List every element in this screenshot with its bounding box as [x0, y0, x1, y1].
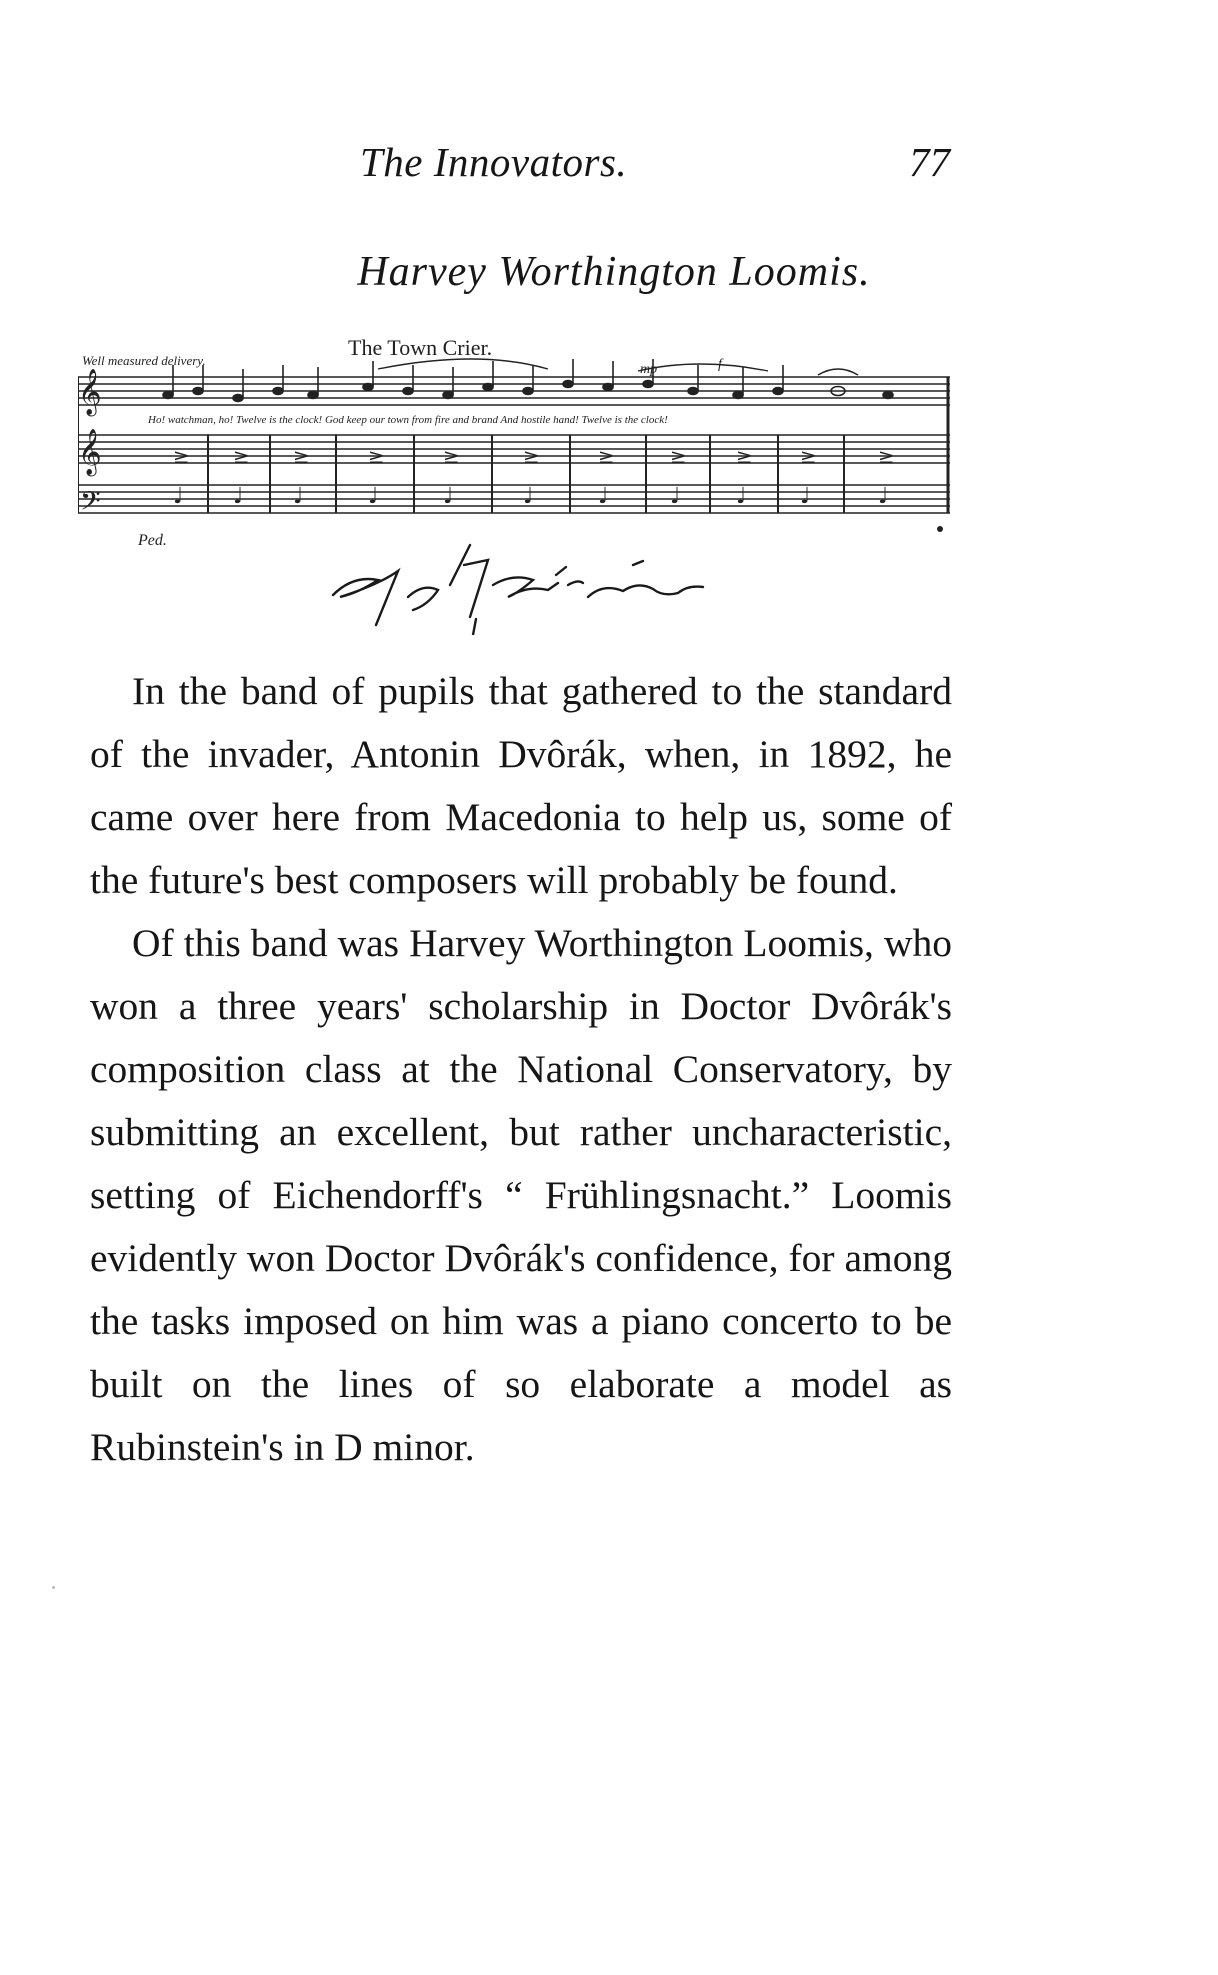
bass-clef-icon: 𝄢 — [80, 485, 101, 523]
svg-text:≥: ≥ — [293, 444, 310, 468]
lyrics: Ho! watchman, ho! Twelve is the clock! God keep our town from fire and brand And hostile hand! Twelve is the clock! — [148, 414, 668, 426]
svg-text:≥: ≥ — [233, 444, 250, 468]
music-score-svg — [78, 335, 958, 635]
svg-text:≥: ≥ — [368, 444, 385, 468]
piano-dynamic: f — [718, 357, 722, 372]
svg-text:≥: ≥ — [670, 444, 687, 468]
page-header — [360, 138, 950, 198]
voice-dynamic: mp — [640, 362, 658, 377]
voice-staff — [78, 377, 950, 405]
svg-text:♩: ♩ — [293, 484, 304, 509]
running-title: The Innovators. — [360, 139, 628, 185]
svg-text:≥: ≥ — [173, 444, 190, 468]
voice-notes — [163, 359, 893, 402]
svg-text:≥: ≥ — [878, 444, 895, 468]
svg-text:≥: ≥ — [443, 444, 460, 468]
music-score-excerpt — [78, 335, 958, 635]
svg-text:≥: ≥ — [800, 444, 817, 468]
svg-text:≥: ≥ — [598, 444, 615, 468]
svg-text:♩: ♩ — [878, 484, 889, 509]
voice-slurs — [378, 359, 858, 375]
svg-text:♩: ♩ — [736, 484, 747, 509]
body-text — [90, 660, 952, 1479]
pedal-marking: Ped. — [138, 532, 167, 549]
svg-text:♩: ♩ — [368, 484, 379, 509]
svg-text:♩: ♩ — [233, 484, 244, 509]
svg-text:♩: ♩ — [443, 484, 454, 509]
tempo-marking: Well measured delivery. — [82, 353, 206, 368]
svg-text:♩: ♩ — [523, 484, 534, 509]
section-heading: Harvey Worthington Loomis. — [357, 249, 871, 295]
svg-text:♩: ♩ — [800, 484, 811, 509]
svg-text:♩: ♩ — [598, 484, 609, 509]
svg-text:♩: ♩ — [173, 484, 184, 509]
pedal-release-dot — [937, 526, 943, 532]
svg-text:≥: ≥ — [736, 444, 753, 468]
signature-image — [333, 545, 703, 635]
svg-text:♩: ♩ — [670, 484, 681, 509]
paragraph: Of this band was Harvey Worthington Loomis, who won a three years' scholarship in Doctor Dvôrák's composition class at the National Conservatory, by submitting an excellent, but rather uncharacteristic, setting of Eichendorff's “ Frühlingsnacht.” Loomis evidently won Doctor Dvôrák's confidence, for among the tasks imposed on him was a piano concerto to be built on the lines of so elaborate a model as Rubinstein's in D minor. — [90, 921, 952, 1469]
piano-treble-clef-icon: 𝄞 — [78, 429, 102, 475]
score-title: The Town Crier. — [348, 335, 493, 360]
page-number: 77 — [909, 139, 950, 185]
margin-speck — [52, 1586, 55, 1589]
svg-text:≥: ≥ — [523, 444, 540, 468]
treble-clef-icon: 𝄞 — [78, 369, 102, 415]
paragraph: In the band of pupils that gathered to the standard of the invader, Antonin Dvôrák, when, in 1892, he came over here from Macedonia to help us, some of the future's best composers will probably be found. — [90, 669, 952, 902]
